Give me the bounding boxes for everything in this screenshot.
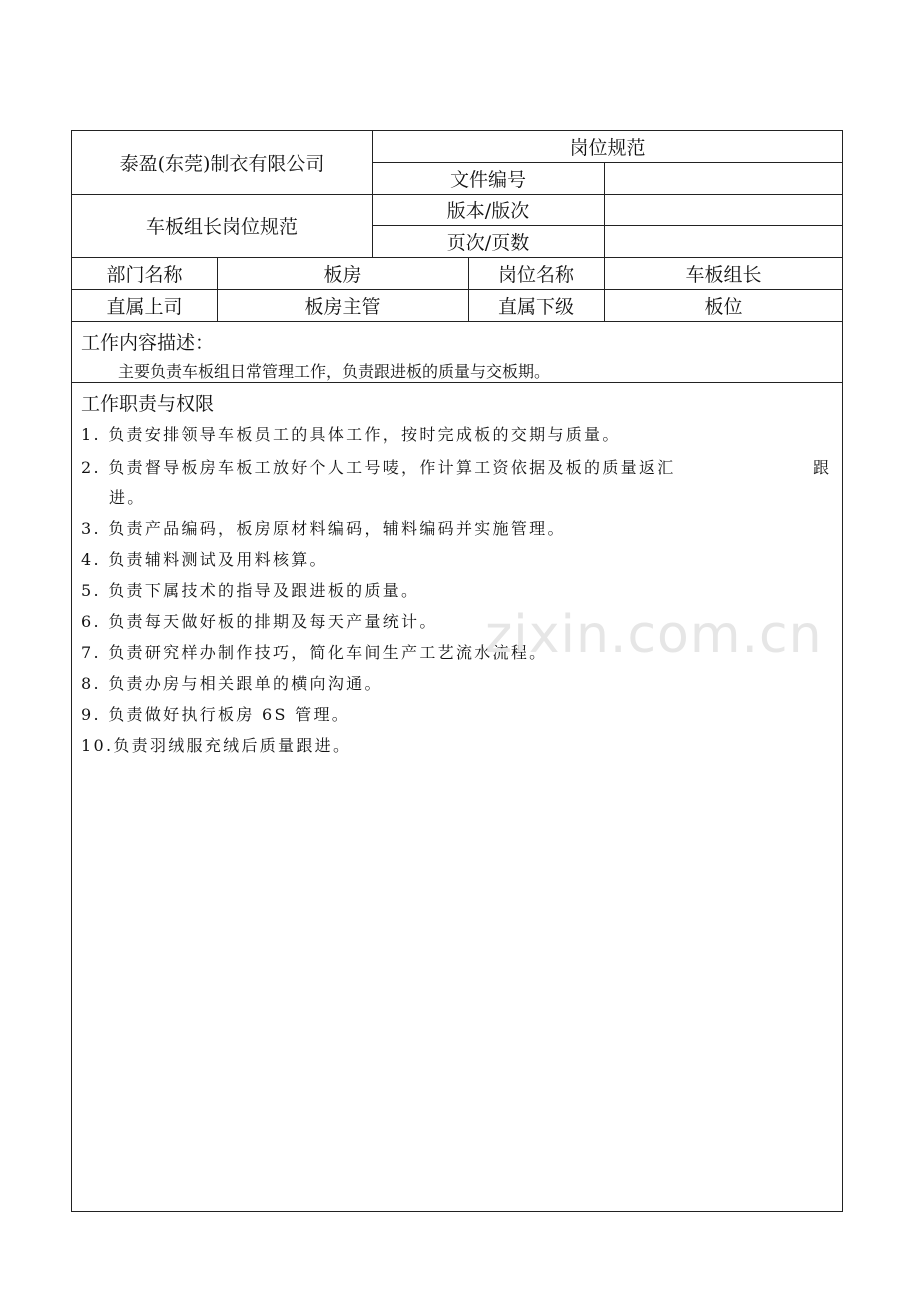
duties-title: 工作职责与权限: [81, 393, 215, 415]
dept-label: 部门名称: [106, 263, 183, 286]
superior-value: 板房主管: [304, 295, 381, 318]
page-value: [604, 225, 843, 257]
company-name: 泰盈(东莞)制衣有限公司: [119, 153, 325, 175]
version-label: 版本/版次: [446, 200, 530, 222]
position-label: 岗位名称: [497, 263, 574, 286]
duty-item: 9. 负责做好执行板房 6S 管理。: [81, 705, 351, 724]
file-no-label: 文件编号: [449, 168, 526, 191]
duty-item: 4. 负责辅料测试及用料核算。: [81, 550, 328, 569]
duty-item-continuation: 进。: [109, 488, 146, 507]
page-label: 页次/页数: [446, 231, 530, 254]
version-value: [604, 194, 843, 225]
duty-item: 6. 负责每天做好板的排期及每天产量统计。: [81, 612, 438, 631]
document-form: [71, 130, 843, 1212]
dept-value: 板房: [323, 263, 362, 286]
doc-type: 岗位规范: [569, 137, 646, 159]
divider: [72, 321, 843, 322]
duty-item: 10.负责羽绒服充绒后质量跟进。: [81, 736, 352, 755]
duty-item: 5. 负责下属技术的指导及跟进板的质量。: [81, 581, 420, 600]
duty-item: 3. 负责产品编码，板房原材料编码，辅料编码并实施管理。: [81, 519, 566, 538]
duty-item: 8. 负责办房与相关跟单的横向沟通。: [81, 674, 383, 693]
divider: [72, 382, 843, 383]
duty-item: 2. 负责督导板房车板工放好个人工号唛，作计算工资依据及板的质量返汇: [81, 458, 676, 477]
subordinate-value: 板位: [704, 295, 743, 318]
description-body: 主要负责车板组日常管理工作，负责跟进板的质量与交板期。: [118, 362, 551, 381]
watermark: zixin.com.cn: [485, 605, 823, 665]
duty-item: 1. 负责安排领导车板员工的具体工作，按时完成板的交期与质量。: [81, 425, 621, 444]
duty-item-continuation: 跟: [813, 458, 832, 477]
position-value: 车板组长: [685, 263, 762, 286]
subordinate-label: 直属下级: [497, 295, 574, 318]
file-no-value: [604, 162, 843, 194]
description-title: 工作内容描述：: [81, 332, 215, 354]
superior-label: 直属上司: [106, 295, 183, 318]
duty-item: 7. 负责研究样办制作技巧，简化车间生产工艺流水流程。: [81, 643, 548, 662]
doc-title: 车板组长岗位规范: [145, 216, 298, 238]
